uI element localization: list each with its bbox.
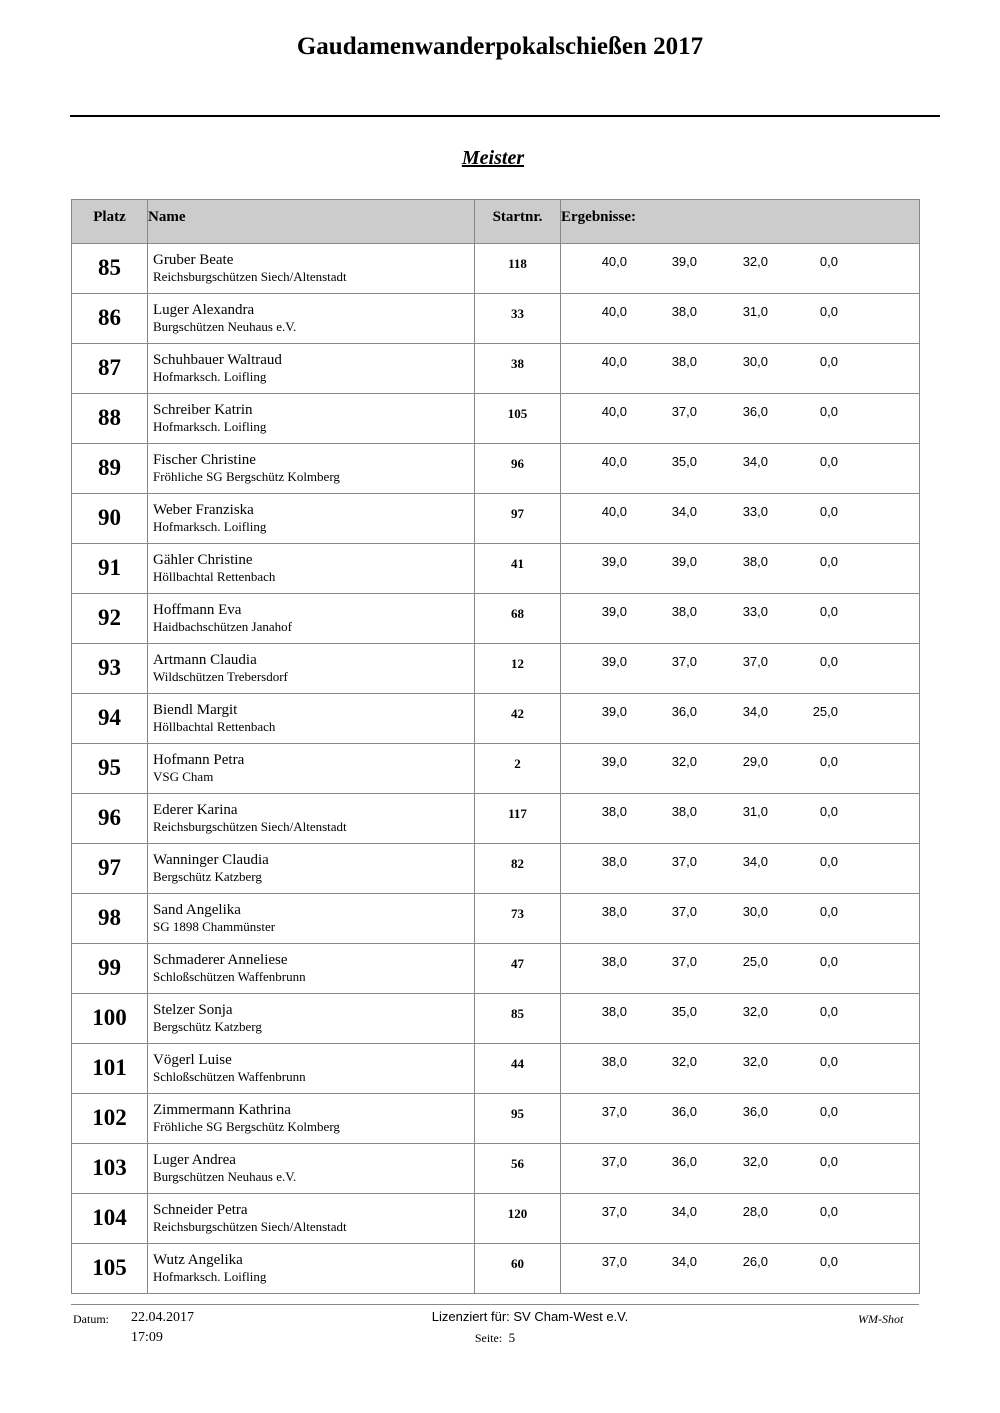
rank-value: 88 — [98, 405, 121, 430]
score-value: 25,0 — [812, 704, 838, 719]
table-row — [72, 1144, 920, 1194]
score-value: 39,0 — [671, 554, 697, 569]
club-name: Hofmarksch. Loifling — [153, 1269, 267, 1284]
startnr-cell — [475, 294, 561, 344]
club-name: SG 1898 Chammünster — [153, 919, 276, 934]
results-table — [71, 199, 920, 1294]
name-cell — [148, 1044, 475, 1094]
participant-name: Ederer Karina — [153, 802, 238, 818]
score-value: 37,0 — [742, 654, 768, 669]
score-value: 34,0 — [671, 504, 697, 519]
rank-cell — [72, 844, 148, 894]
score-value: 0,0 — [819, 804, 838, 819]
table-row — [72, 1194, 920, 1244]
rank-cell — [72, 394, 148, 444]
rank-value: 102 — [92, 1105, 127, 1130]
name-cell — [148, 1244, 475, 1294]
name-cell — [148, 744, 475, 794]
participant-name: Wutz Angelika — [153, 1252, 243, 1268]
header-startnr: Startnr. — [475, 200, 561, 244]
rank-value: 98 — [98, 905, 121, 930]
scores-cell — [561, 294, 920, 344]
rank-value: 87 — [98, 355, 121, 380]
scores-cell — [561, 494, 920, 544]
participant-name: Stelzer Sonja — [153, 1002, 233, 1018]
rank-cell — [72, 594, 148, 644]
participant-name: Hoffmann Eva — [153, 602, 242, 618]
rank-value: 101 — [92, 1055, 127, 1080]
startnr-cell — [475, 1244, 561, 1294]
score-value: 39,0 — [601, 754, 627, 769]
rank-value: 86 — [98, 305, 121, 330]
startnr-cell — [475, 894, 561, 944]
score-value: 38,0 — [601, 954, 627, 969]
table-row — [72, 644, 920, 694]
name-cell — [148, 244, 475, 294]
score-value: 31,0 — [742, 804, 768, 819]
rank-cell — [72, 1144, 148, 1194]
score-value: 30,0 — [742, 904, 768, 919]
rank-cell — [72, 1244, 148, 1294]
table-row — [72, 544, 920, 594]
score-value: 0,0 — [819, 1004, 838, 1019]
participant-name: Biendl Margit — [153, 702, 238, 718]
rank-value: 103 — [92, 1155, 127, 1180]
score-value: 32,0 — [742, 1054, 768, 1069]
club-name: Wildschützen Trebersdorf — [153, 669, 288, 684]
score-value: 0,0 — [819, 554, 838, 569]
scores-cell — [561, 1194, 920, 1244]
table-row — [72, 994, 920, 1044]
startnr-cell — [475, 594, 561, 644]
score-value: 33,0 — [742, 604, 768, 619]
rank-cell — [72, 344, 148, 394]
score-value: 38,0 — [601, 904, 627, 919]
score-value: 37,0 — [671, 654, 697, 669]
score-value: 37,0 — [671, 904, 697, 919]
score-value: 38,0 — [601, 854, 627, 869]
club-name: Burgschützen Neuhaus e.V. — [153, 1169, 297, 1184]
score-value: 40,0 — [601, 354, 627, 369]
rank-cell — [72, 444, 148, 494]
startnr-value: 73 — [511, 906, 524, 921]
score-value: 31,0 — [742, 304, 768, 319]
startnr-cell — [475, 844, 561, 894]
participant-name: Schneider Petra — [153, 1202, 248, 1218]
footer-date-label: Datum: — [73, 1312, 109, 1326]
name-cell — [148, 944, 475, 994]
score-value: 39,0 — [601, 554, 627, 569]
score-value: 0,0 — [819, 254, 838, 269]
startnr-cell — [475, 1094, 561, 1144]
score-value: 38,0 — [671, 304, 697, 319]
score-value: 36,0 — [742, 404, 768, 419]
participant-name: Sand Angelika — [153, 902, 241, 918]
club-name: Haidbachschützen Janahof — [153, 619, 292, 634]
table-row — [72, 694, 920, 744]
score-value: 0,0 — [819, 1054, 838, 1069]
score-value: 33,0 — [742, 504, 768, 519]
name-cell — [148, 844, 475, 894]
score-value: 40,0 — [601, 404, 627, 419]
score-value: 26,0 — [742, 1254, 768, 1269]
club-name: Höllbachtal Rettenbach — [153, 719, 276, 734]
score-value: 34,0 — [671, 1254, 697, 1269]
rank-value: 91 — [98, 555, 121, 580]
table-row — [72, 1094, 920, 1144]
scores-cell — [561, 394, 920, 444]
participant-name: Wanninger Claudia — [153, 852, 269, 868]
startnr-value: 117 — [508, 806, 527, 821]
score-value: 0,0 — [819, 454, 838, 469]
score-value: 37,0 — [601, 1154, 627, 1169]
scores-cell — [561, 544, 920, 594]
startnr-value: 82 — [511, 856, 524, 871]
score-value: 38,0 — [671, 354, 697, 369]
rank-cell — [72, 1094, 148, 1144]
name-cell — [148, 994, 475, 1044]
score-value: 34,0 — [671, 1204, 697, 1219]
score-value: 0,0 — [819, 504, 838, 519]
name-cell — [148, 894, 475, 944]
startnr-value: 118 — [508, 256, 527, 271]
participant-name: Gruber Beate — [153, 252, 234, 268]
scores-cell — [561, 994, 920, 1044]
scores-cell — [561, 1144, 920, 1194]
score-value: 0,0 — [819, 1204, 838, 1219]
table-row — [72, 894, 920, 944]
score-value: 35,0 — [671, 1004, 697, 1019]
club-name: Hofmarksch. Loifling — [153, 519, 267, 534]
score-value: 0,0 — [819, 1104, 838, 1119]
rank-value: 99 — [98, 955, 121, 980]
scores-cell — [561, 244, 920, 294]
table-row — [72, 844, 920, 894]
club-name: Schloßschützen Waffenbrunn — [153, 969, 306, 984]
document-title: Gaudamenwanderpokalschießen 2017 — [296, 33, 704, 60]
score-value: 38,0 — [671, 804, 697, 819]
score-value: 25,0 — [742, 954, 768, 969]
header-ergebnisse: Ergebnisse: — [561, 200, 920, 244]
club-name: Bergschütz Katzberg — [153, 1019, 262, 1034]
footer-license: Lizenziert für: SV Cham-West e.V. — [431, 1309, 629, 1324]
score-value: 32,0 — [742, 1154, 768, 1169]
section-heading: Meister — [461, 147, 525, 169]
score-value: 32,0 — [671, 754, 697, 769]
club-name: Burgschützen Neuhaus e.V. — [153, 319, 297, 334]
score-value: 0,0 — [819, 754, 838, 769]
score-value: 32,0 — [671, 1054, 697, 1069]
startnr-value: 85 — [511, 1006, 524, 1021]
footer-page — [0, 1330, 990, 1346]
name-cell — [148, 1094, 475, 1144]
score-value: 38,0 — [671, 604, 697, 619]
score-value: 37,0 — [601, 1204, 627, 1219]
participant-name: Schreiber Katrin — [153, 402, 253, 418]
scores-cell — [561, 444, 920, 494]
header-name: Name — [148, 200, 475, 244]
scores-cell — [561, 794, 920, 844]
table-row — [72, 594, 920, 644]
score-value: 28,0 — [742, 1204, 768, 1219]
name-cell — [148, 444, 475, 494]
participant-name: Schmaderer Anneliese — [153, 952, 288, 968]
startnr-value: 120 — [507, 1206, 528, 1221]
participant-name: Artmann Claudia — [153, 652, 257, 668]
score-value: 0,0 — [819, 354, 838, 369]
rank-value: 93 — [98, 655, 121, 680]
table-row — [72, 444, 920, 494]
rank-value: 96 — [98, 805, 121, 830]
score-value: 30,0 — [742, 354, 768, 369]
startnr-value: 47 — [511, 956, 524, 971]
score-value: 0,0 — [819, 904, 838, 919]
name-cell — [148, 544, 475, 594]
table-row — [72, 744, 920, 794]
table-row — [72, 794, 920, 844]
scores-cell — [561, 644, 920, 694]
table-row — [72, 294, 920, 344]
score-value: 38,0 — [601, 1054, 627, 1069]
scores-cell — [561, 1094, 920, 1144]
name-cell — [148, 644, 475, 694]
rank-cell — [72, 694, 148, 744]
header-platz: Platz — [72, 200, 148, 244]
name-cell — [148, 294, 475, 344]
score-value: 36,0 — [671, 704, 697, 719]
table-row — [72, 944, 920, 994]
scores-cell — [561, 594, 920, 644]
startnr-cell — [475, 544, 561, 594]
startnr-cell — [475, 744, 561, 794]
table-row — [72, 494, 920, 544]
scores-cell — [561, 894, 920, 944]
rank-cell — [72, 894, 148, 944]
participant-name: Gähler Christine — [153, 552, 253, 568]
rank-cell — [72, 494, 148, 544]
participant-name: Schuhbauer Waltraud — [153, 352, 282, 368]
score-value: 38,0 — [601, 1004, 627, 1019]
score-value: 32,0 — [742, 1004, 768, 1019]
score-value: 29,0 — [742, 754, 768, 769]
table-header-row — [72, 200, 920, 244]
name-cell — [148, 394, 475, 444]
startnr-value: 38 — [511, 356, 524, 371]
club-name: VSG Cham — [153, 769, 214, 784]
score-value: 37,0 — [671, 954, 697, 969]
score-value: 0,0 — [819, 404, 838, 419]
score-value: 36,0 — [671, 1154, 697, 1169]
rank-value: 89 — [98, 455, 121, 480]
table-row — [72, 344, 920, 394]
score-value: 0,0 — [819, 854, 838, 869]
rank-cell — [72, 644, 148, 694]
score-value: 37,0 — [671, 404, 697, 419]
score-value: 37,0 — [601, 1254, 627, 1269]
table-row — [72, 1044, 920, 1094]
footer-time: 17:09 — [131, 1330, 163, 1345]
name-cell — [148, 694, 475, 744]
club-name: Fröhliche SG Bergschütz Kolmberg — [153, 469, 340, 484]
score-value: 34,0 — [742, 454, 768, 469]
rank-cell — [72, 794, 148, 844]
footer-page-number: 5 — [508, 1330, 516, 1345]
title-divider — [70, 115, 940, 117]
scores-cell — [561, 1244, 920, 1294]
startnr-value: 97 — [511, 506, 524, 521]
participant-name: Luger Alexandra — [153, 302, 255, 318]
startnr-cell — [475, 1194, 561, 1244]
scores-cell — [561, 344, 920, 394]
startnr-cell — [475, 644, 561, 694]
rank-value: 90 — [98, 505, 121, 530]
startnr-value: 42 — [511, 706, 524, 721]
startnr-value: 68 — [511, 606, 524, 621]
score-value: 38,0 — [601, 804, 627, 819]
startnr-value: 105 — [507, 406, 528, 421]
startnr-cell — [475, 794, 561, 844]
score-value: 32,0 — [742, 254, 768, 269]
participant-name: Fischer Christine — [153, 452, 256, 468]
footer-page-label: Seite: — [474, 1331, 503, 1345]
startnr-cell — [475, 694, 561, 744]
startnr-cell — [475, 1044, 561, 1094]
rank-cell — [72, 294, 148, 344]
startnr-value: 56 — [511, 1156, 524, 1171]
startnr-value: 2 — [514, 756, 521, 771]
name-cell — [148, 494, 475, 544]
rank-value: 92 — [98, 605, 121, 630]
table-body — [72, 244, 920, 1294]
scores-cell — [561, 944, 920, 994]
score-value: 34,0 — [742, 854, 768, 869]
startnr-cell — [475, 444, 561, 494]
score-value: 40,0 — [601, 454, 627, 469]
table-row — [72, 394, 920, 444]
rank-value: 100 — [92, 1005, 127, 1030]
startnr-cell — [475, 994, 561, 1044]
club-name: Reichsburgschützen Siech/Altenstadt — [153, 269, 347, 284]
startnr-cell — [475, 344, 561, 394]
score-value: 36,0 — [671, 1104, 697, 1119]
score-value: 39,0 — [601, 604, 627, 619]
startnr-value: 96 — [511, 456, 524, 471]
participant-name: Weber Franziska — [153, 502, 254, 518]
score-value: 38,0 — [742, 554, 768, 569]
rank-cell — [72, 544, 148, 594]
page-footer — [0, 1300, 1000, 1413]
startnr-value: 95 — [511, 1106, 524, 1121]
club-name: Reichsburgschützen Siech/Altenstadt — [153, 1219, 347, 1234]
scores-cell — [561, 1044, 920, 1094]
score-value: 36,0 — [742, 1104, 768, 1119]
participant-name: Zimmermann Kathrina — [153, 1102, 291, 1118]
score-value: 0,0 — [819, 604, 838, 619]
club-name: Schloßschützen Waffenbrunn — [153, 1069, 306, 1084]
participant-name: Hofmann Petra — [153, 752, 245, 768]
participant-name: Luger Andrea — [153, 1152, 236, 1168]
name-cell — [148, 594, 475, 644]
score-value: 37,0 — [671, 854, 697, 869]
score-value: 39,0 — [671, 254, 697, 269]
participant-name: Vögerl Luise — [153, 1052, 232, 1068]
club-name: Fröhliche SG Bergschütz Kolmberg — [153, 1119, 340, 1134]
startnr-cell — [475, 494, 561, 544]
startnr-cell — [475, 394, 561, 444]
footer-date: 22.04.2017 — [131, 1310, 194, 1325]
club-name: Höllbachtal Rettenbach — [153, 569, 276, 584]
score-value: 39,0 — [601, 654, 627, 669]
score-value: 40,0 — [601, 504, 627, 519]
scores-cell — [561, 694, 920, 744]
startnr-value: 41 — [511, 556, 524, 571]
rank-value: 94 — [98, 705, 121, 730]
score-value: 40,0 — [601, 254, 627, 269]
startnr-value: 60 — [511, 1256, 524, 1271]
footer-brand: WM-Shot — [858, 1312, 904, 1326]
rank-value: 104 — [92, 1205, 127, 1230]
startnr-value: 12 — [511, 656, 524, 671]
rank-value: 97 — [98, 855, 121, 880]
score-value: 39,0 — [601, 704, 627, 719]
score-value: 0,0 — [819, 304, 838, 319]
club-name: Hofmarksch. Loifling — [153, 419, 267, 434]
rank-cell — [72, 244, 148, 294]
rank-cell — [72, 944, 148, 994]
score-value: 0,0 — [819, 654, 838, 669]
rank-cell — [72, 994, 148, 1044]
rank-value: 95 — [98, 755, 121, 780]
scores-cell — [561, 844, 920, 894]
rank-cell — [72, 744, 148, 794]
startnr-cell — [475, 244, 561, 294]
table-row — [72, 1244, 920, 1294]
rank-value: 85 — [98, 255, 121, 280]
name-cell — [148, 344, 475, 394]
score-value: 0,0 — [819, 1154, 838, 1169]
name-cell — [148, 1144, 475, 1194]
score-value: 35,0 — [671, 454, 697, 469]
score-value: 0,0 — [819, 954, 838, 969]
startnr-cell — [475, 1144, 561, 1194]
score-value: 34,0 — [742, 704, 768, 719]
rank-cell — [72, 1194, 148, 1244]
club-name: Bergschütz Katzberg — [153, 869, 262, 884]
scores-cell — [561, 744, 920, 794]
table-row — [72, 244, 920, 294]
footer-divider — [71, 1304, 919, 1305]
name-cell — [148, 794, 475, 844]
score-value: 40,0 — [601, 304, 627, 319]
score-value: 0,0 — [819, 1254, 838, 1269]
rank-cell — [72, 1044, 148, 1094]
name-cell — [148, 1194, 475, 1244]
startnr-cell — [475, 944, 561, 994]
club-name: Reichsburgschützen Siech/Altenstadt — [153, 819, 347, 834]
startnr-value: 44 — [511, 1056, 524, 1071]
startnr-value: 33 — [511, 306, 524, 321]
score-value: 37,0 — [601, 1104, 627, 1119]
rank-value: 105 — [92, 1255, 127, 1280]
club-name: Hofmarksch. Loifling — [153, 369, 267, 384]
